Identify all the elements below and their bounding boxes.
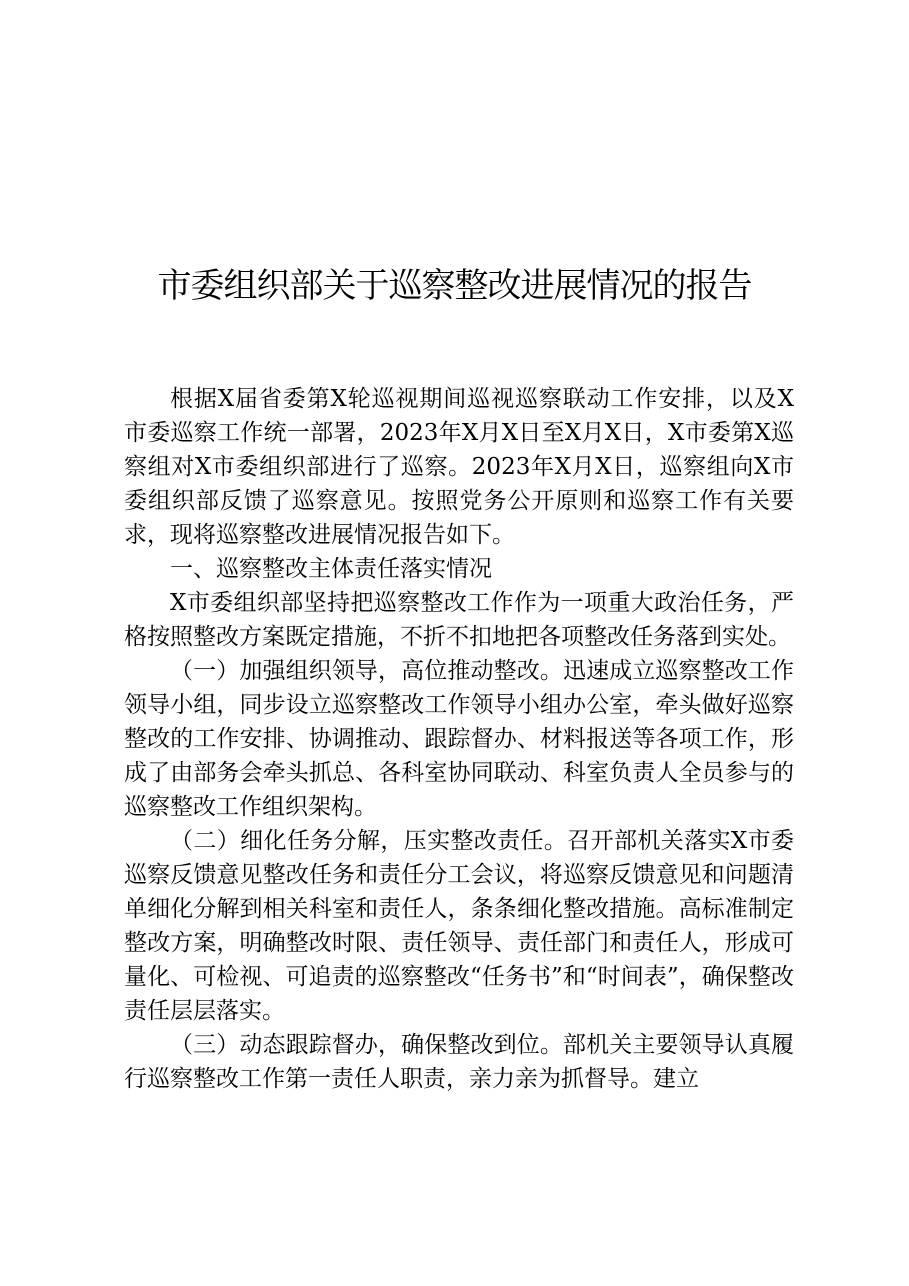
section-summary: X市委组织部坚持把巡察整改工作作为一项重大政治任务，严格按照整改方案既定措施，不折不扣地把各项整改任务落到实处。: [124, 590, 794, 650]
intro-paragraph: 根据X届省委第X轮巡视期间巡视巡察联动工作安排，以及X市委巡察工作统一部署，2023年X月X日至X月X日，X市委第X巡察组对X市委组织部进行了巡察。2023年X月X日，巡察组向X市委组织部反馈了巡察意见。按照党务公开原则和巡察工作有关要求，现将巡察整改进展情况报告如下。: [124, 386, 794, 548]
item-lead: （二）细化任务分解，压实整改责任。: [170, 828, 568, 854]
item-lead: （三）动态跟踪督办，确保整改到位。: [170, 1032, 563, 1058]
item-paragraph: [124, 1028, 794, 1096]
item-paragraph: [124, 654, 794, 824]
item-text: 迅速成立巡察整改工作领导小组，同步设立巡察整改工作领导小组办公室，牵头做好巡察整改的工作安排、协调推动、跟踪督办、材料报送等各项工作，形成了由部务会牵头抓总、各科室协同联动、科室负责人全员参与的巡察整改工作组织架构。: [124, 658, 795, 820]
item-text: 部机关主要领导认真履行巡察整改工作第一责任人职责，亲力亲为抓督导。建立: [124, 1032, 795, 1092]
item-lead: （一）加强组织领导，高位推动整改。: [170, 658, 563, 684]
item-text: 召开部机关落实X市委巡察反馈意见整改任务和责任分工会议，将巡察反馈意见和问题清单细化分解到相关科室和责任人，条条细化整改措施。高标准制定整改方案，明确整改时限、责任领导、责任部门和责任人，形成可量化、可检视、可追责的巡察整改“任务书”和“时间表”，确保整改责任层层落实。: [124, 828, 795, 1024]
document-title: 市委组织部关于巡察整改进展情况的报告: [157, 266, 752, 306]
item-paragraph: [124, 824, 794, 1028]
document-body: [124, 382, 794, 1096]
section-heading: 一、巡察整改主体责任落实情况: [170, 556, 492, 582]
